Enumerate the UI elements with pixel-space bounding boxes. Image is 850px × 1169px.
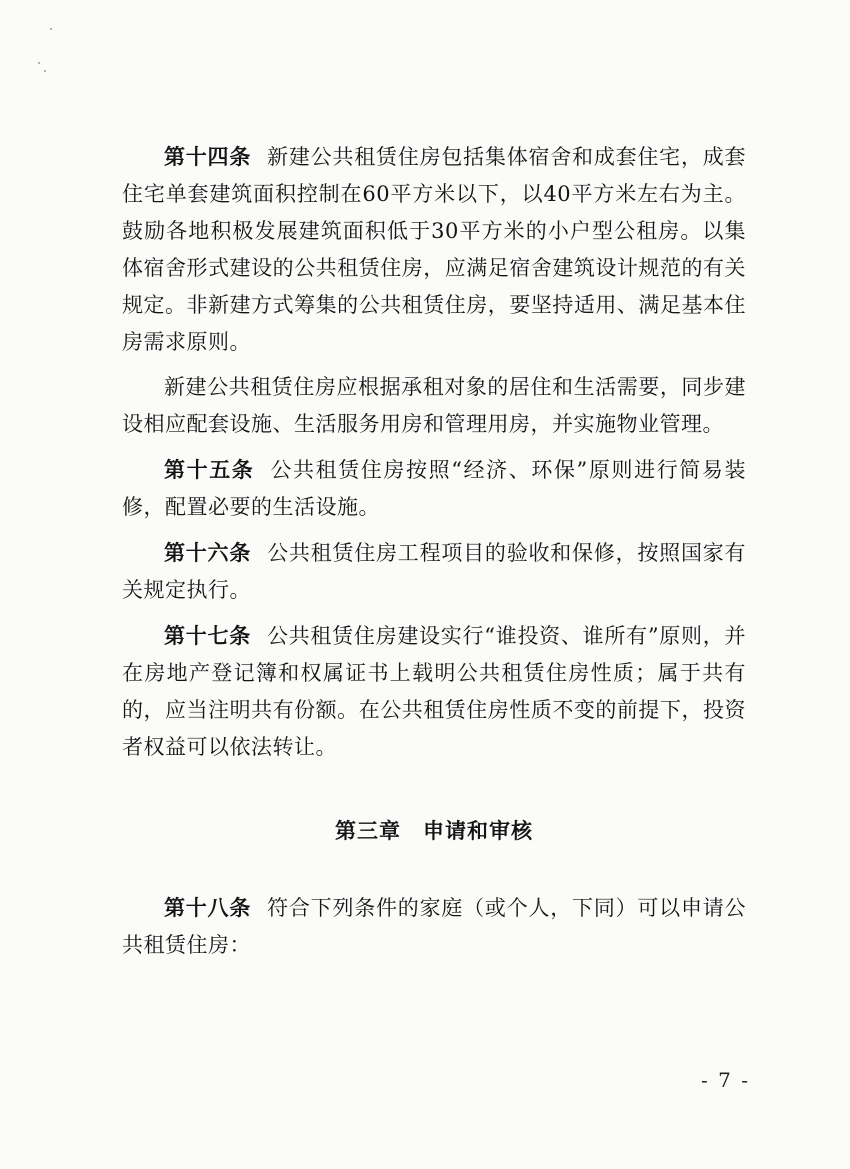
- article-18-heading: 第十八条: [164, 895, 252, 920]
- article-16-heading: 第十六条: [164, 540, 252, 565]
- article-14-paragraph-2: [122, 369, 746, 443]
- article-15-text: 公共租赁住房按照“经济、环保”原则进行简易装修，配置必要的生活设施。: [122, 458, 746, 519]
- page-number: - 7 -: [701, 1068, 750, 1092]
- chapter-number: 第三章: [335, 818, 401, 843]
- document-body: [122, 138, 746, 964]
- article-16-text: 公共租赁住房工程项目的验收和保修，按照国家有关规定执行。: [122, 541, 747, 602]
- scan-speck: [38, 62, 40, 64]
- article-18-paragraph: [122, 889, 746, 964]
- article-15-paragraph: [122, 451, 746, 526]
- article-17-heading: 第十七条: [164, 623, 251, 648]
- chapter-heading: [122, 812, 746, 849]
- article-16-paragraph: [122, 534, 746, 609]
- article-17-paragraph: [122, 617, 746, 766]
- scan-speck: [44, 70, 46, 72]
- scan-speck: [50, 28, 52, 30]
- article-15-heading: 第十五条: [164, 457, 255, 482]
- article-14-heading: 第十四条: [164, 144, 252, 169]
- article-14-text-1: 新建公共租赁住房包括集体宿舍和成套住宅，成套住宅单套建筑面积控制在60平方米以下，以40平方米左右为主。鼓励各地积极发展建筑面积低于30平方米的小户型公租房。以集体宿舍形式建设的公共租赁住房，应满足宿舍建筑设计规范的有关规定。非新建方式筹集的公共租赁住房，要坚持适用、满足基本住房需求原则。: [122, 145, 747, 354]
- article-14-paragraph-1: [122, 138, 746, 361]
- article-17-text: 公共租赁住房建设实行“谁投资、谁所有”原则，并在房地产登记簿和权属证书上载明公共租赁住房性质；属于共有的，应当注明共有份额。在公共租赁住房性质不变的前提下，投资者权益可以依法转让。: [122, 624, 746, 759]
- article-18-text: 符合下列条件的家庭（或个人，下同）可以申请公共租赁住房：: [122, 896, 747, 957]
- article-14-text-2: 新建公共租赁住房应根据承租对象的居住和生活需要，同步建设相应配套设施、生活服务用房和管理用房，并实施物业管理。: [122, 375, 746, 436]
- chapter-title: 申请和审核: [423, 818, 533, 843]
